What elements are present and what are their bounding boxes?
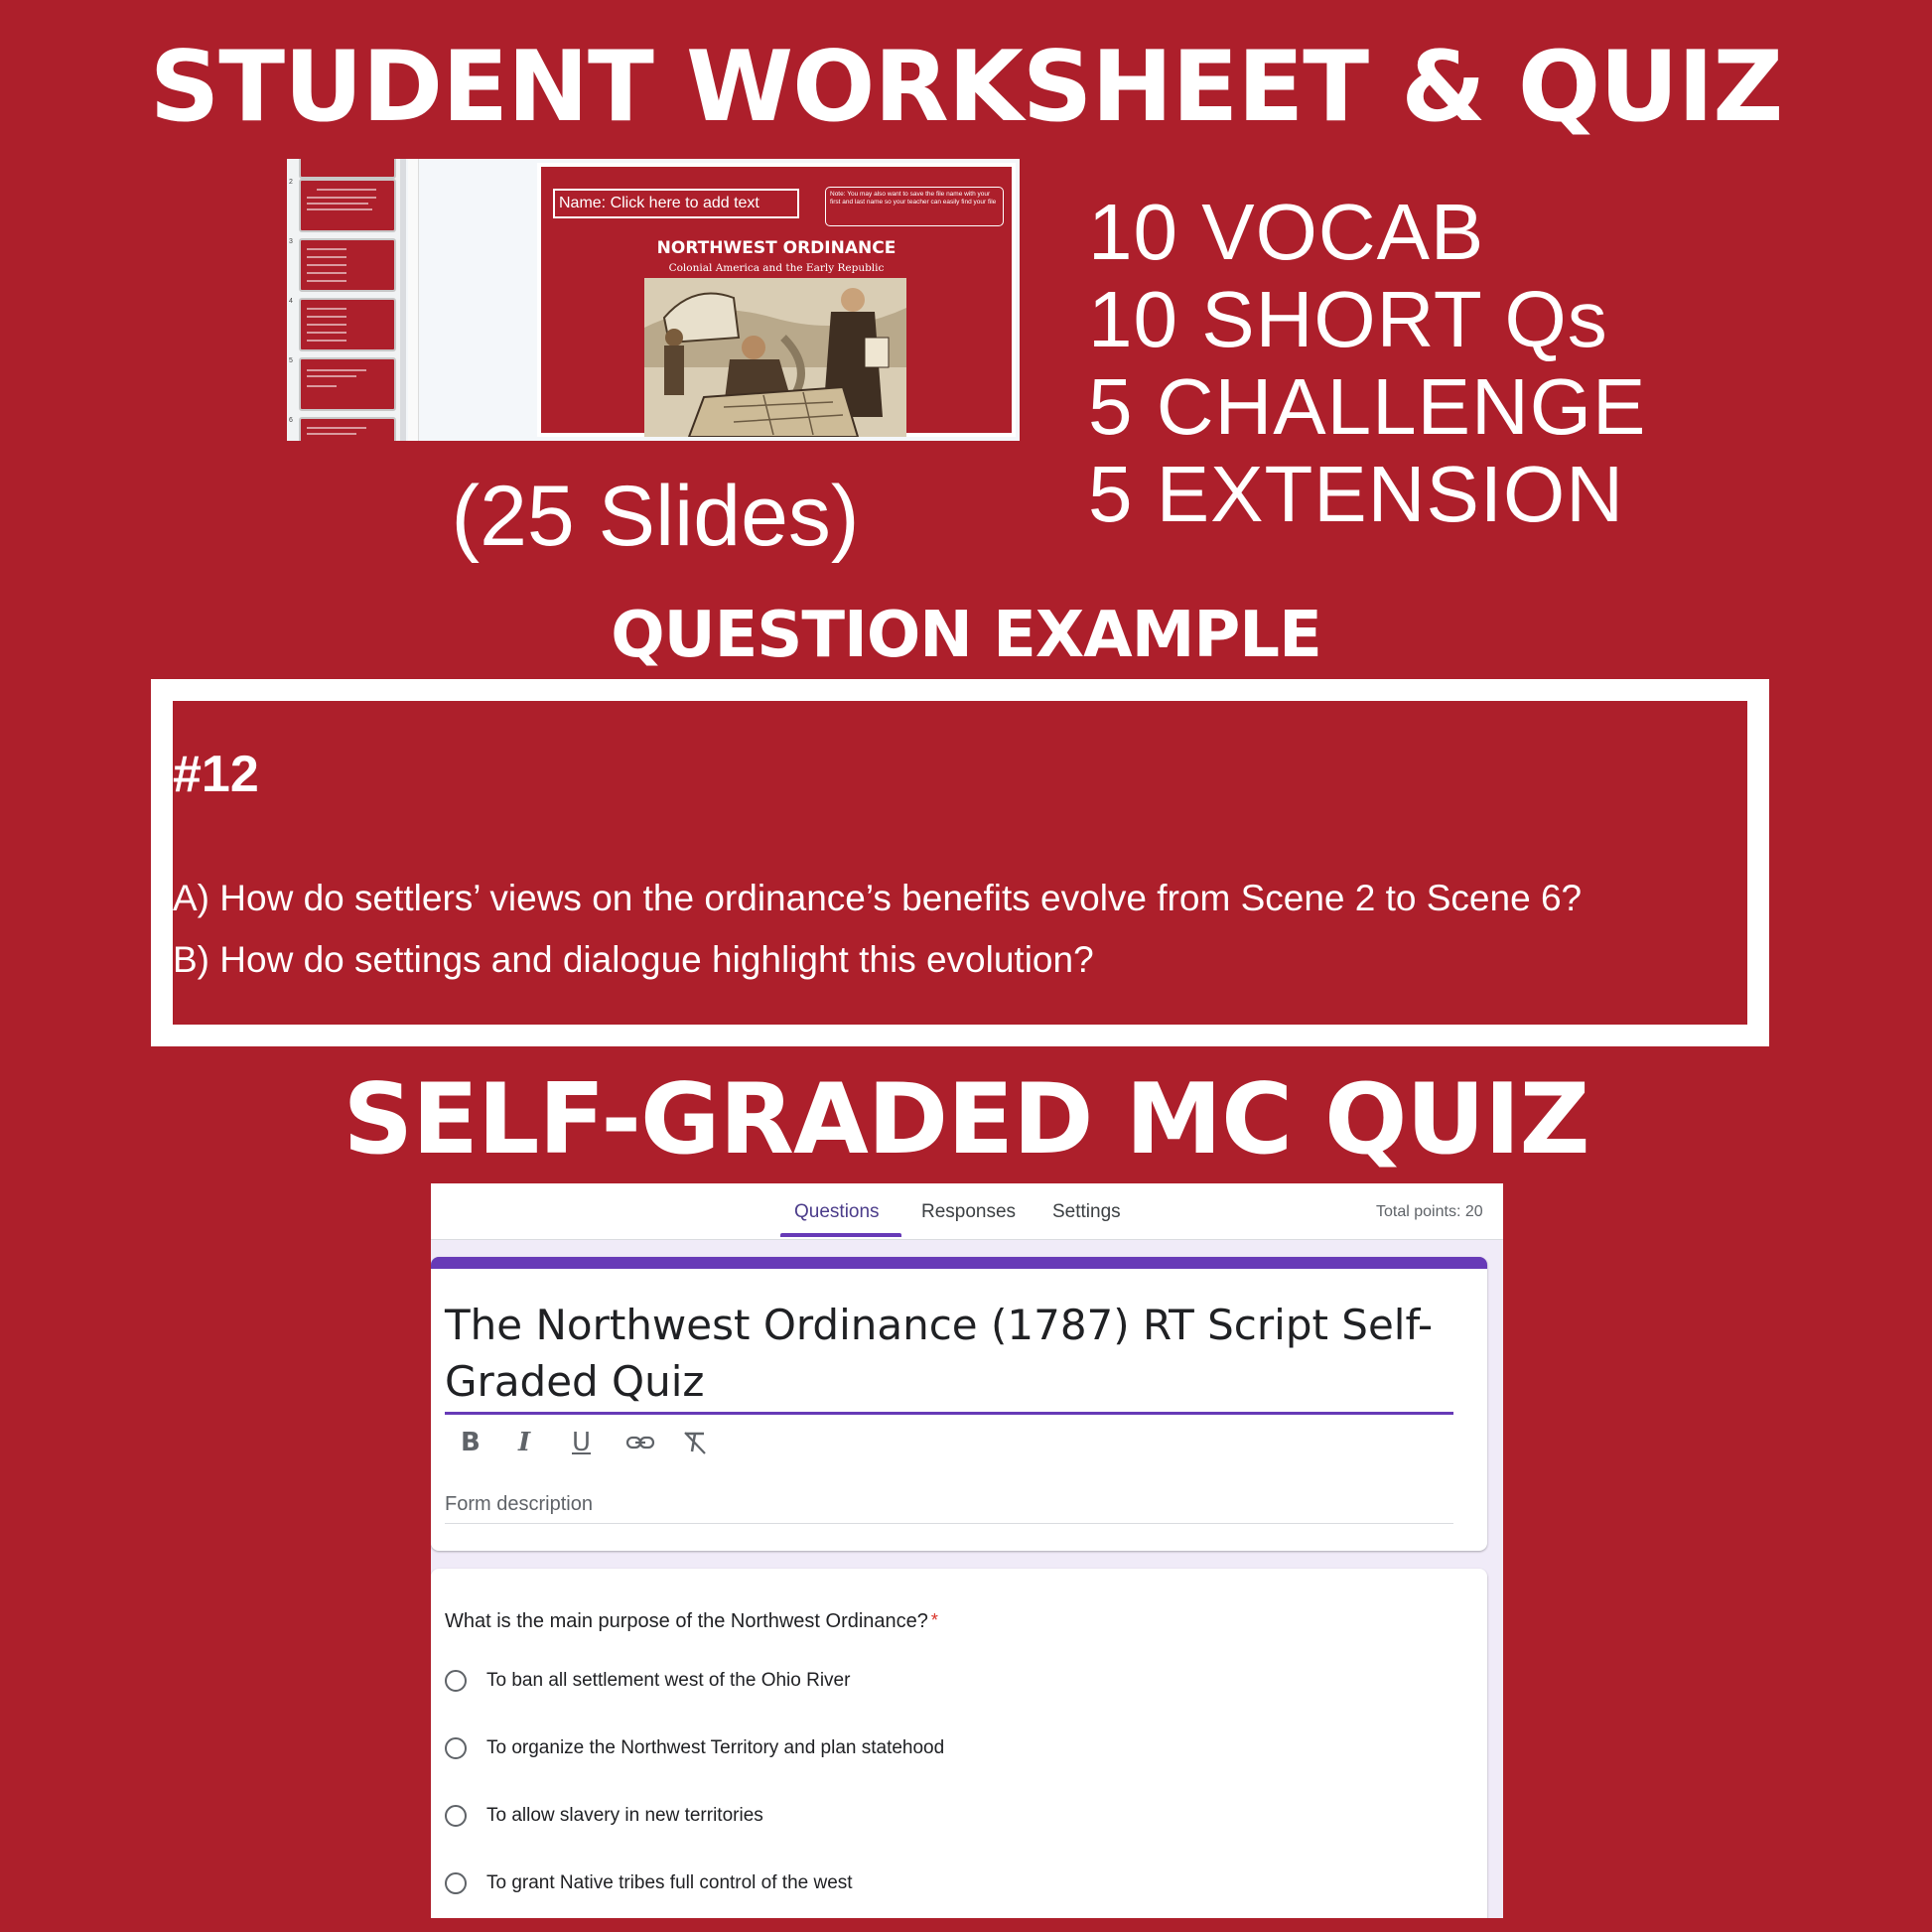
slide-thumbnail[interactable]: [299, 159, 396, 179]
question-number: #12: [173, 746, 259, 803]
active-tab-indicator: [780, 1233, 901, 1237]
required-asterisk: *: [930, 1610, 938, 1630]
form-editor: [431, 1183, 1503, 1918]
slide-filmstrip[interactable]: [287, 159, 402, 441]
feature-short-questions: 10 SHORT Qs: [1088, 275, 1608, 363]
slide-title: NORTHWEST ORDINANCE: [656, 238, 897, 258]
question-example-heading: QUESTION EXAMPLE: [611, 599, 1321, 672]
form-description-input[interactable]: Form description: [445, 1493, 593, 1515]
total-points: Total points: 20: [1376, 1203, 1483, 1220]
mc-question-text: [445, 1610, 938, 1633]
slide-thumbnail[interactable]: [299, 179, 396, 232]
slide-canvas[interactable]: [537, 163, 1016, 437]
filmstrip-scrollbar[interactable]: [400, 159, 406, 441]
description-underline: [445, 1523, 1453, 1524]
slide-thumbnail[interactable]: [299, 238, 396, 292]
slide-subtitle: Colonial America and the Early Republic: [668, 262, 885, 274]
form-tab-bar: [431, 1183, 1503, 1240]
main-title: STUDENT WORKSHEET & QUIZ: [149, 31, 1783, 144]
slide-thumbnail[interactable]: [299, 417, 396, 441]
name-text-box[interactable]: Name: Click here to add text: [553, 189, 799, 218]
italic-button[interactable]: I: [518, 1428, 531, 1457]
radio-button[interactable]: [445, 1805, 467, 1827]
note-box: Note: You may also want to save the file name with your first and last name so your teacher can easily find your file: [825, 187, 1004, 226]
link-icon[interactable]: [625, 1430, 655, 1455]
slide-thumbnail[interactable]: [299, 298, 396, 351]
feature-vocab: 10 VOCAB: [1088, 188, 1485, 276]
form-title-input[interactable]: The Northwest Ordinance (1787) RT Script Self-Graded Quiz: [445, 1301, 1434, 1406]
question-example-box: [151, 679, 1769, 1046]
tab-settings[interactable]: Settings: [1052, 1201, 1121, 1222]
slides-count: (25 Slides): [451, 469, 860, 564]
underline-button[interactable]: U: [572, 1428, 592, 1457]
clear-format-icon[interactable]: [681, 1430, 709, 1455]
thumbnail-number: 3: [289, 238, 293, 245]
feature-extension: 5 EXTENSION: [1088, 450, 1625, 538]
slides-preview: [287, 159, 1020, 441]
thumbnail-number: 6: [289, 417, 293, 424]
thumbnail-number: 2: [289, 179, 293, 186]
feature-list: [1088, 189, 1902, 538]
settlers-map-illustration: [644, 278, 906, 437]
option-label: To grant Native tribes full control of the west: [486, 1872, 853, 1893]
option-label: To organize the Northwest Territory and plan statehood: [486, 1737, 945, 1758]
thumbnail-number: 5: [289, 357, 293, 364]
vertical-ruler: [408, 159, 419, 441]
option-label: To allow slavery in new territories: [486, 1805, 763, 1826]
tab-questions[interactable]: Questions: [794, 1201, 880, 1222]
form-title-card: [431, 1257, 1487, 1551]
question-card[interactable]: [431, 1569, 1487, 1918]
title-underline: [445, 1412, 1453, 1415]
question-part-a: A) How do settlers’ views on the ordinance’s benefits evolve from Scene 2 to Scene 6?: [173, 878, 1583, 918]
self-graded-heading: SELF-GRADED MC QUIZ: [343, 1063, 1589, 1176]
radio-button[interactable]: [445, 1670, 467, 1692]
feature-challenge: 5 CHALLENGE: [1088, 362, 1647, 451]
tab-responses[interactable]: Responses: [921, 1201, 1017, 1222]
question-part-b: B) How do settings and dialogue highlight this evolution?: [173, 939, 1094, 980]
bold-button[interactable]: B: [461, 1428, 481, 1457]
slide-thumbnail[interactable]: [299, 357, 396, 411]
thumbnail-number: 4: [289, 298, 293, 305]
radio-button[interactable]: [445, 1737, 467, 1759]
option-label: To ban all settlement west of the Ohio River: [486, 1670, 851, 1691]
mc-question-label: What is the main purpose of the Northwest Ordinance?: [445, 1610, 928, 1632]
radio-button[interactable]: [445, 1872, 467, 1894]
